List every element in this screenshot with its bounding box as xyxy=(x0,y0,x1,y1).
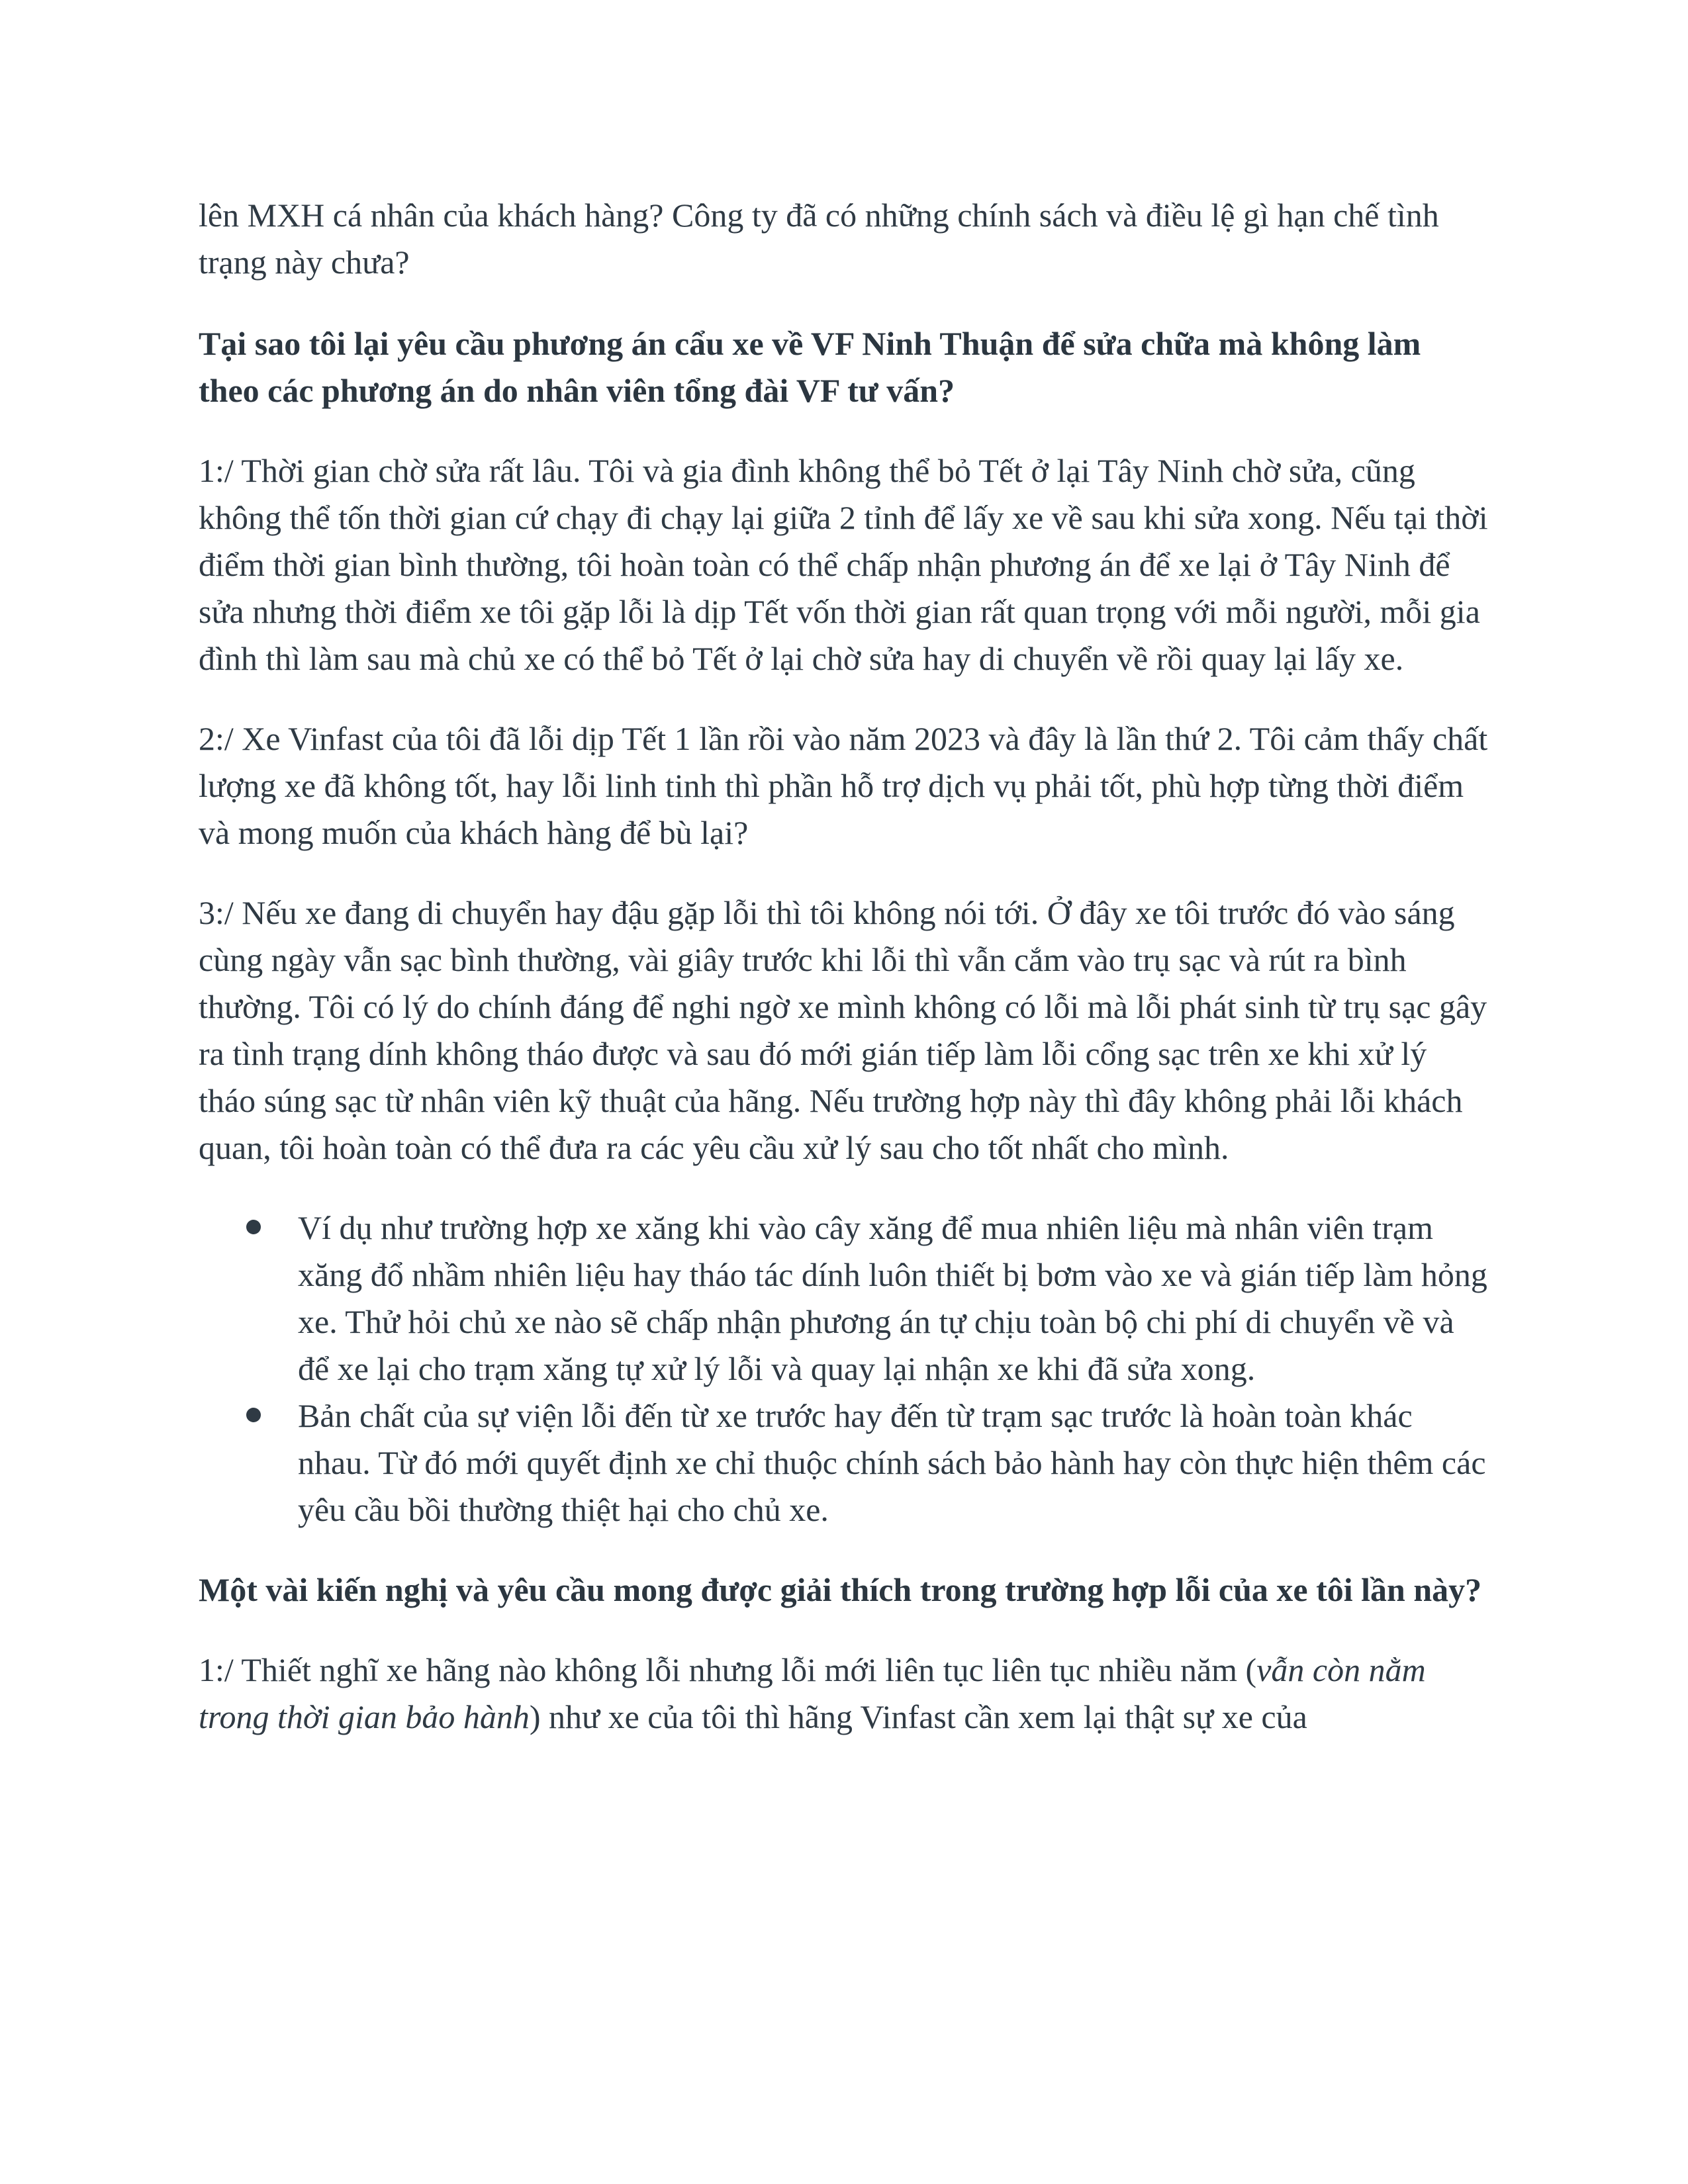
bullet-dot-icon xyxy=(246,1220,261,1234)
bullet-list xyxy=(199,1205,1489,1533)
reason-paragraph-1: 1:/ Thời gian chờ sửa rất lâu. Tôi và gia đình không thể bỏ Tết ở lại Tây Ninh chờ sửa, cũng không thể tốn thời gian cứ chạy đi chạy lại giữa 2 tỉnh để lấy xe về sau khi sửa xong. Nếu tại thời điểm thời gian bình thường, tôi hoàn toàn có thể chấp nhận phương án để xe lại ở Tây Ninh để sửa nhưng thời điểm xe tôi gặp lỗi là dịp Tết vốn thời gian rất quan trọng với mỗi người, mỗi gia đình thì làm sau mà chủ xe có thể bỏ Tết ở lại chờ sửa hay di chuyển về rồi quay lại lấy xe. xyxy=(199,452,1488,677)
list-item-text: Bản chất của sự viện lỗi đến từ xe trước hay đến từ trạm sạc trước là hoàn toàn khác nhau. Từ đó mới quyết định xe chỉ thuộc chính sách bảo hành hay còn thực hiện thêm các yêu cầu bồi thường thiệt hại cho chủ xe. xyxy=(298,1397,1486,1528)
recommendation-text-end: ) như xe của tôi thì hãng Vinfast cần xem lại thật sự xe của xyxy=(529,1698,1307,1735)
recommendation-text-italic: vẫn còn nằm trong thời gian bảo hành xyxy=(199,1651,1426,1735)
recommendation-paragraph-1 xyxy=(199,1647,1489,1741)
document-page xyxy=(199,192,1489,1774)
list-item-text: Ví dụ như trường hợp xe xăng khi vào cây xăng để mua nhiên liệu mà nhân viên trạm xăng đổ nhầm nhiên liệu hay tháo tác dính luôn thiết bị bơm vào xe và gián tiếp làm hỏng xe. Thử hỏi chủ xe nào sẽ chấp nhận phương án tự chịu toàn bộ chi phí di chuyển về và để xe lại cho trạm xăng tự xử lý lỗi và quay lại nhận xe khi đã sửa xong. xyxy=(298,1209,1487,1387)
list-item xyxy=(199,1205,1489,1392)
section-heading-recommendations: Một vài kiến nghị và yêu cầu mong được giải thích trong trường hợp lỗi của xe tôi lần này? xyxy=(199,1571,1482,1608)
reason-paragraph-3: 3:/ Nếu xe đang di chuyển hay đậu gặp lỗi thì tôi không nói tới. Ở đây xe tôi trước đó vào sáng cùng ngày vẫn sạc bình thường, vài giây trước khi lỗi thì vẫn cắm vào trụ sạc và rút ra bình thường. Tôi có lý do chính đáng để nghi ngờ xe mình không có lỗi mà lỗi phát sinh từ trụ sạc gây ra tình trạng dính không tháo được và sau đó mới gián tiếp làm lỗi cổng sạc trên xe khi xử lý tháo súng sạc từ nhân viên kỹ thuật của hãng. Nếu trường hợp này thì đây không phải lỗi khách quan, tôi hoàn toàn có thể đưa ra các yêu cầu xử lý sau cho tốt nhất cho mình. xyxy=(199,894,1487,1166)
recommendation-text-start: 1:/ Thiết nghĩ xe hãng nào không lỗi nhưng lỗi mới liên tục liên tục nhiều năm ( xyxy=(199,1651,1257,1688)
bullet-dot-icon xyxy=(246,1408,261,1422)
intro-paragraph: lên MXH cá nhân của khách hàng? Công ty đã có những chính sách và điều lệ gì hạn chế tình trạng này chưa? xyxy=(199,197,1439,281)
list-item xyxy=(199,1392,1489,1533)
reason-paragraph-2: 2:/ Xe Vinfast của tôi đã lỗi dịp Tết 1 lần rồi vào năm 2023 và đây là lần thứ 2. Tôi cảm thấy chất lượng xe đã không tốt, hay lỗi linh tinh thì phần hỗ trợ dịch vụ phải tốt, phù hợp từng thời điểm và mong muốn của khách hàng để bù lại? xyxy=(199,720,1488,851)
section-heading-reasons: Tại sao tôi lại yêu cầu phương án cẩu xe về VF Ninh Thuận để sửa chữa mà không làm theo các phương án do nhân viên tổng đài VF tư vấn? xyxy=(199,325,1421,409)
